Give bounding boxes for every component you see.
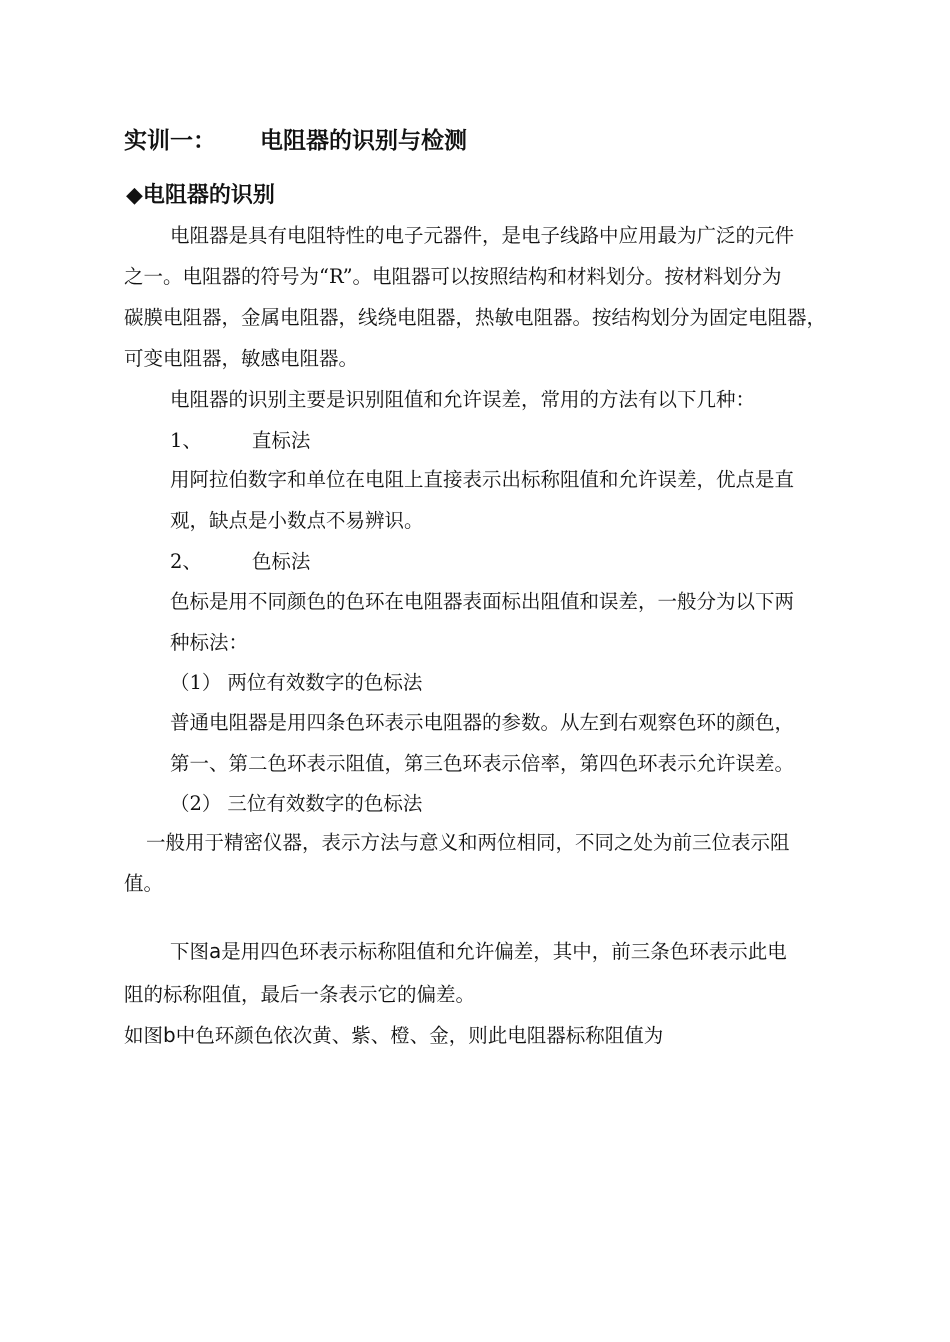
- item1-number: 1、: [170, 429, 202, 452]
- sub1-heading: [170, 670, 422, 696]
- item2-number: 2、: [170, 550, 202, 573]
- para3-post: 是用四色环表示标称阻值和允许偏差，其中，前三条色环表示此电: [221, 940, 787, 963]
- section-heading: ◆电阻器的识别: [126, 183, 275, 208]
- para4-post: 中色环颜色依次黄、紫、橙、金，则此电阻器标称阻值为: [175, 1024, 664, 1047]
- sub1-label: 两位有效数字的色标法: [227, 671, 423, 694]
- title-part1: 实训一：: [124, 128, 216, 154]
- para4-letter: b: [163, 1023, 176, 1047]
- para4-line1: [124, 1022, 663, 1049]
- para3-letter: a: [209, 939, 222, 963]
- para1-line2: 之一。电阻器的符号为“R”。电阻器可以按照结构和材料划分。按材料划分为: [124, 265, 782, 288]
- para2: 电阻器的识别主要是识别阻值和允许误差，常用的方法有以下几种：: [170, 388, 756, 411]
- para4-pre: 如图: [124, 1024, 164, 1047]
- sub1-line1: 普通电阻器是用四条色环表示电阻器的参数。从左到右观察色环的颜色，: [170, 711, 795, 734]
- sub1-line2: 第一、第二色环表示阻值，第三色环表示倍率，第四色环表示允许误差。: [170, 752, 795, 775]
- para1-line4: 可变电阻器，敏感电阻器。: [124, 347, 359, 370]
- item2-line2: 种标法：: [170, 631, 249, 654]
- item1-heading: [170, 428, 310, 454]
- sub1-number: （1）: [170, 671, 222, 694]
- item2-heading: [170, 549, 310, 575]
- item1-label: 直标法: [251, 429, 311, 452]
- page-title: [124, 122, 467, 155]
- sub2-label: 三位有效数字的色标法: [227, 792, 423, 815]
- sub2-heading: [170, 791, 422, 817]
- para3-line2: 阻的标称阻值，最后一条表示它的偏差。: [124, 983, 476, 1006]
- para1-line3: 碳膜电阻器，金属电阻器，线绕电阻器，热敏电阻器。按结构划分为固定电阻器，: [124, 306, 827, 329]
- sub2-number: （2）: [170, 792, 222, 815]
- item2-label: 色标法: [251, 550, 311, 573]
- para3-pre: 下图: [170, 940, 210, 963]
- title-part2: 电阻器的识别与检测: [260, 128, 467, 154]
- item2-line1: 色标是用不同颜色的色环在电阻器表面标出阻值和误差，一般分为以下两: [170, 590, 795, 613]
- item1-line2: 观，缺点是小数点不易辨识。: [170, 509, 424, 532]
- item1-line1: 用阿拉伯数字和单位在电阻上直接表示出标称阻值和允许误差，优点是直: [170, 468, 795, 491]
- para1-line1: 电阻器是具有电阻特性的电子元器件，是电子线路中应用最为广泛的元件: [170, 224, 795, 247]
- sub2-line2: 值。: [124, 872, 164, 895]
- sub2-line1: 一般用于精密仪器，表示方法与意义和两位相同，不同之处为前三位表示阻: [146, 831, 790, 854]
- para3-line1: [170, 938, 787, 965]
